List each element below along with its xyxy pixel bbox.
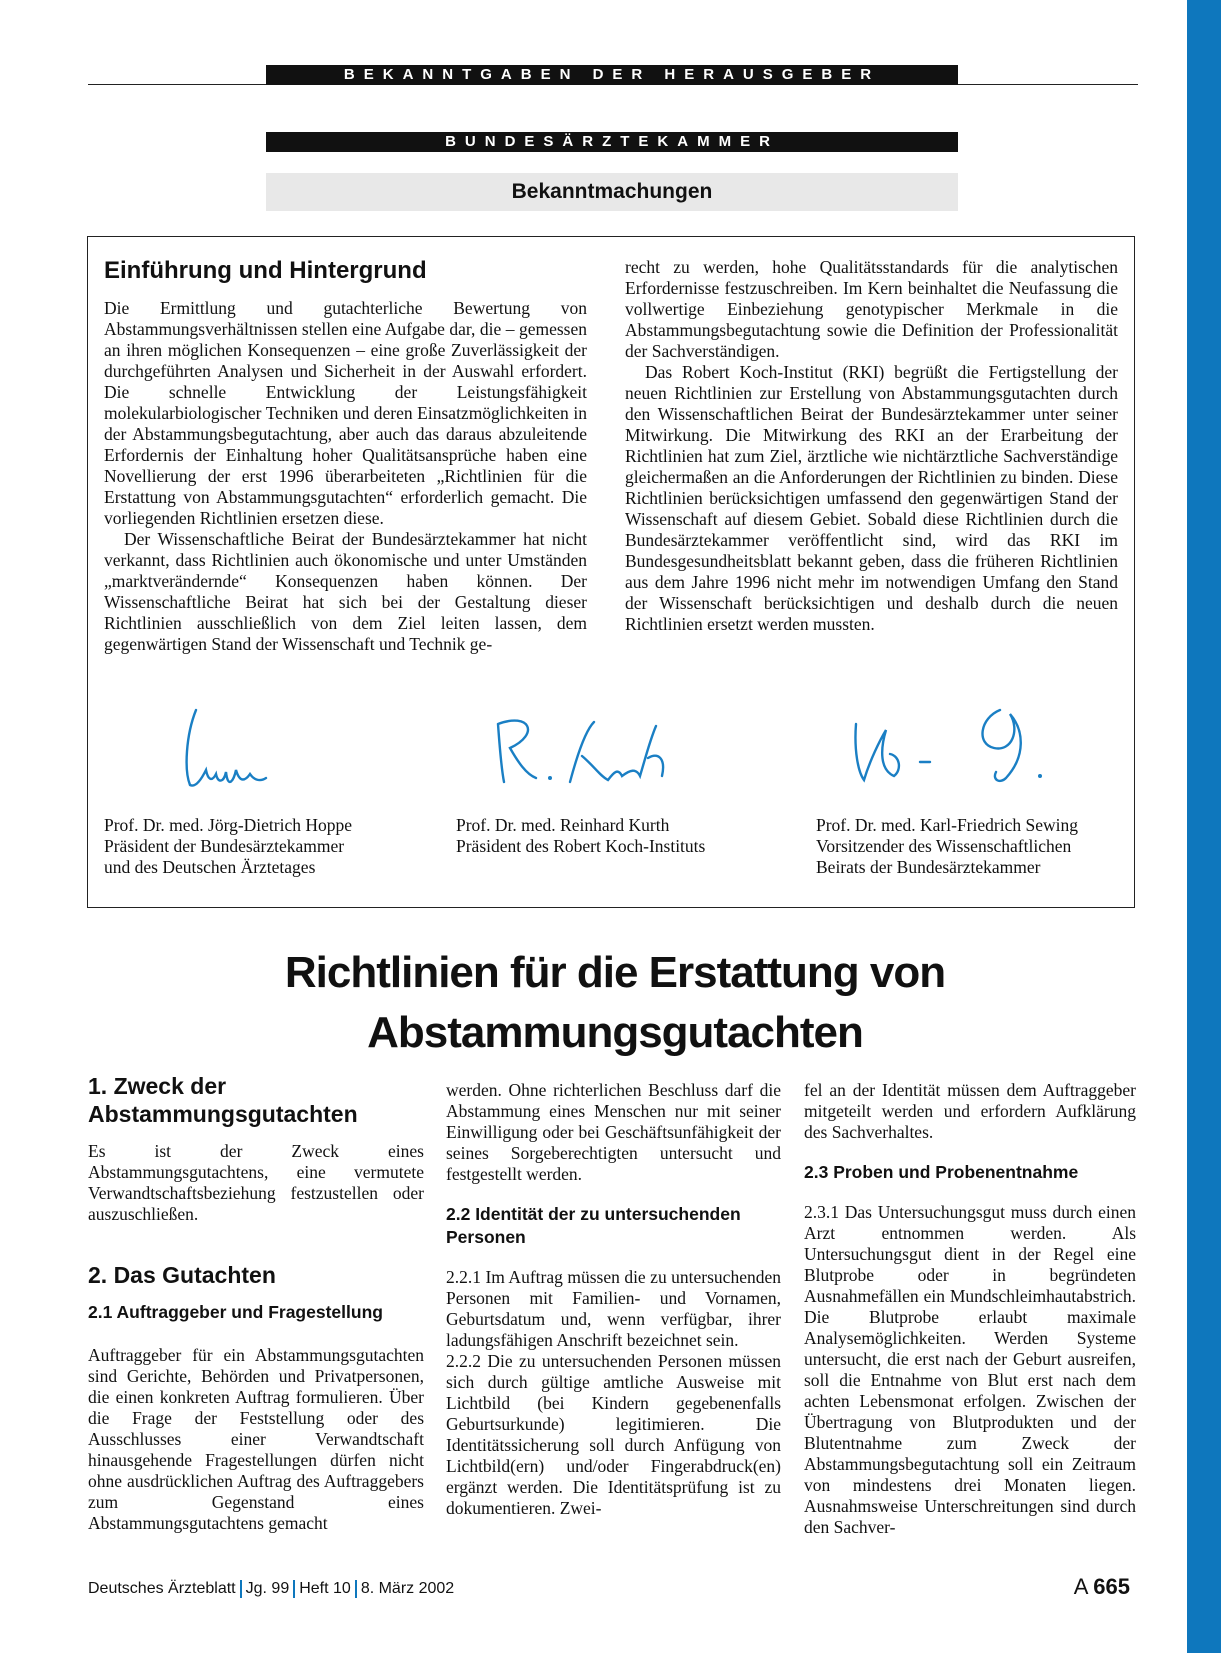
signatory-name: Prof. Dr. med. Reinhard Kurth xyxy=(456,815,670,835)
signature-kurth xyxy=(490,712,710,792)
article-title-line: Richtlinien für die Erstattung von xyxy=(284,948,946,997)
article-column-3 xyxy=(804,1080,1136,1538)
section-text: 2.2.2 Die zu untersuchenden Personen müssen sich durch gültige amtliche Ausweise mit Lichtbild (bei Kindern gegebenenfalls Geburtsurkunde) legitimieren. Die Identitätssicherung soll durch Anfügung von Lichtbild(ern) und/oder Fingerabdruck(en) ergänzt werden. Die Identitätsprüfung ist zu dokumentieren. Zwei- xyxy=(446,1351,781,1518)
section-text: fel an der Identität müssen dem Auftraggeber mitgeteilt werden und erfordern Aufklärung des Sachverhaltes. xyxy=(804,1080,1136,1142)
signatory-title: Präsident der Bundesärztekammer xyxy=(104,836,345,856)
org-bar: BUNDESÄRZTEKAMMER xyxy=(266,132,958,152)
intro-paragraph: recht zu werden, hohe Qualitätsstandards für die analytischen Erfordernisse festzuschreiben. Im Kern beinhaltet die Neufassung die vollwertige Einbeziehung genotypischer Merkmale in die Abstammungsbegutachtung sowie die Definition der Professionalität der Sachverständigen. xyxy=(625,257,1118,361)
intro-paragraph: Die Ermittlung und gutachterliche Bewertung von Abstammungsverhältnissen stellen eine Aufgabe dar, die – gemessen an ihren möglichen Konsequenzen – eine große Zuverlässigkeit der durchgeführten Analysen und Sicherheit in der Auswahl erfordert. Die schnelle Entwicklung der Leistungsfähigkeit molekularbiologischer Techniken und deren Einsatzmöglichkeiten in der Abstammungsbegutachtung, aber auch das daraus abzuleitende Erfordernis der Einhaltung hoher Qualitätsansprüche haben eine Novellierung der erst 1996 überarbeiteten „Richtlinien für die Erstattung von Abstammungsgutachten“ erforderlich gemacht. Die vorliegenden Richtlinien ersetzen diese. xyxy=(104,298,587,528)
page-prefix: A xyxy=(1073,1574,1088,1599)
signatory-title: und des Deutschen Ärztetages xyxy=(104,857,316,877)
footer-separator xyxy=(240,1580,242,1598)
page-edge-color-bar xyxy=(1187,0,1221,1653)
article-column-2 xyxy=(446,1080,781,1519)
signatory-title: Präsident des Robert Koch-Instituts xyxy=(456,836,706,856)
page-number xyxy=(1074,1574,1130,1600)
section-text: Es ist der Zweck eines Abstammungsgutachtens, eine vermutete Verwandtschaftsbeziehung festzustellen oder auszuschließen. xyxy=(88,1141,424,1224)
signatory-name: Prof. Dr. med. Jörg-Dietrich Hoppe xyxy=(104,815,353,835)
signatory-name: Prof. Dr. med. Karl-Friedrich Sewing xyxy=(816,815,1078,835)
article-column-1 xyxy=(88,1072,424,1534)
subsection-heading-2-1: 2.1 Auftraggeber und Fragestellung xyxy=(88,1302,383,1322)
subsection-heading-2-3: 2.3 Proben und Probenentnahme xyxy=(804,1162,1079,1182)
signatory-kurth xyxy=(456,815,705,857)
section-text: 2.3.1 Das Untersuchungsgut muss durch einen Arzt entnommen werden. Als Untersuchungsgut dient in der Regel eine Blutprobe oder in begründeten Ausnahmefällen ein Mundschleimhautabstrich. Die Blutprobe erlaubt maximale Analysemöglichkeiten. Werden Systeme untersucht, die erst nach der Geburt ausreifen, soll die Entnahme von Blut erst nach dem achten Lebensmonat erfolgen. Zwischen der Übertragung von Blutprodukten und der Blutentnahme zum Zweck der Abstammungsbegutachtung soll ein Zeitraum von mindestens drei Monaten liegen. Ausnahmsweise Unterschreitungen sind durch den Sachver- xyxy=(804,1202,1136,1537)
journal-name: Deutsches Ärzteblatt xyxy=(88,1580,236,1598)
intro-left-column xyxy=(104,298,587,655)
article-title xyxy=(200,943,1030,1063)
category-label: Bekanntmachungen xyxy=(266,173,958,211)
footer xyxy=(88,1580,454,1598)
signatory-hoppe xyxy=(104,815,352,878)
signature-sewing xyxy=(850,700,1080,790)
section-heading-1: 1. Zweck der Abstammungsgutachten xyxy=(88,1073,358,1127)
section-heading-2: 2. Das Gutachten xyxy=(88,1262,276,1288)
journal-date: 8. März 2002 xyxy=(360,1580,455,1598)
signatory-title: Beirats der Bundesärztekammer xyxy=(816,857,1041,877)
footer-separator xyxy=(355,1580,357,1598)
section-text: Auftraggeber für ein Abstammungsgutachten sind Gerichte, Behörden und Privatpersonen, die einen konkreten Auftrag formulieren. Über die Frage der Feststellung oder des Ausschlusses einer Verwandtschaft hinausgehende Fragestellungen dürfen nicht ohne ausdrücklichen Auftrag des Auftraggebers zum Gegenstand eines Abstammungsgutachtens gemacht xyxy=(88,1345,424,1533)
footer-separator xyxy=(293,1580,295,1598)
section-bar: BEKANNTGABEN DER HERAUSGEBER xyxy=(266,65,958,85)
intro-paragraph: Der Wissenschaftliche Beirat der Bundesärztekammer hat nicht verkannt, dass Richtlinien auch ökonomische und unter Umständen „marktverändernde“ Konsequenzen haben können. Der Wissenschaftliche Beirat hat sich bei der Gestaltung dieser Richtlinien ausschließlich von dem Ziel leiten lassen, dem gegenwärtigen Stand der Wissenschaft und Technik ge- xyxy=(104,529,587,654)
intro-paragraph: Das Robert Koch-Institut (RKI) begrüßt die Fertigstellung der neuen Richtlinien zur Erstellung von Abstammungsgutachten durch den Wissenschaftlichen Beirat der Bundesärztekammer unter seiner Mitwirkung. Die Mitwirkung des RKI an der Erarbeitung der Richtlinien hat zum Ziel, ärztliche wie nichtärztliche Sachverständige gleichermaßen an die Anforderungen der Richtlinien zu binden. Diese Richtlinien berücksichtigen umfassend den gegenwärtigen Stand der Wissenschaft auf diesem Gebiet. Sobald diese Richtlinien durch die Bundesärztekammer veröffentlicht sind, wird das RKI im Bundesgesundheitsblatt bekannt geben, dass die früheren Richtlinien aus dem Jahre 1996 nicht mehr im notwendigen Umfang den Stand der Wissenschaft berücksichtigen und deshalb durch die neuen Richtlinien ersetzt werden mussten. xyxy=(625,362,1118,634)
section-text: 2.2.1 Im Auftrag müssen die zu untersuchenden Personen mit Familien- und Vornamen, Geburtsdatum und, wenn verfügbar, ihrer ladungsfähigen Anschrift bezeichnet sein. xyxy=(446,1267,781,1350)
intro-right-column xyxy=(625,257,1118,635)
journal-volume: Jg. 99 xyxy=(245,1580,290,1598)
signatory-title: Vorsitzender des Wissenschaftlichen xyxy=(816,836,1072,856)
intro-heading: Einführung und Hintergrund xyxy=(104,257,427,284)
article-title-line: Abstammungsgutachten xyxy=(367,1008,863,1057)
signature-hoppe xyxy=(176,700,296,795)
page-number-value: 665 xyxy=(1093,1574,1130,1599)
subsection-heading-2-2: 2.2 Identität der zu untersuchenden Personen xyxy=(446,1204,741,1247)
section-text: werden. Ohne richterlichen Beschluss darf die Abstammung eines Menschen nur mit seiner Einwilligung oder bei Geschäftsunfähigkeit der seines Sorgeberechtigten untersucht und festgestellt werden. xyxy=(446,1080,781,1184)
journal-issue: Heft 10 xyxy=(299,1580,351,1598)
signatory-sewing xyxy=(816,815,1078,878)
